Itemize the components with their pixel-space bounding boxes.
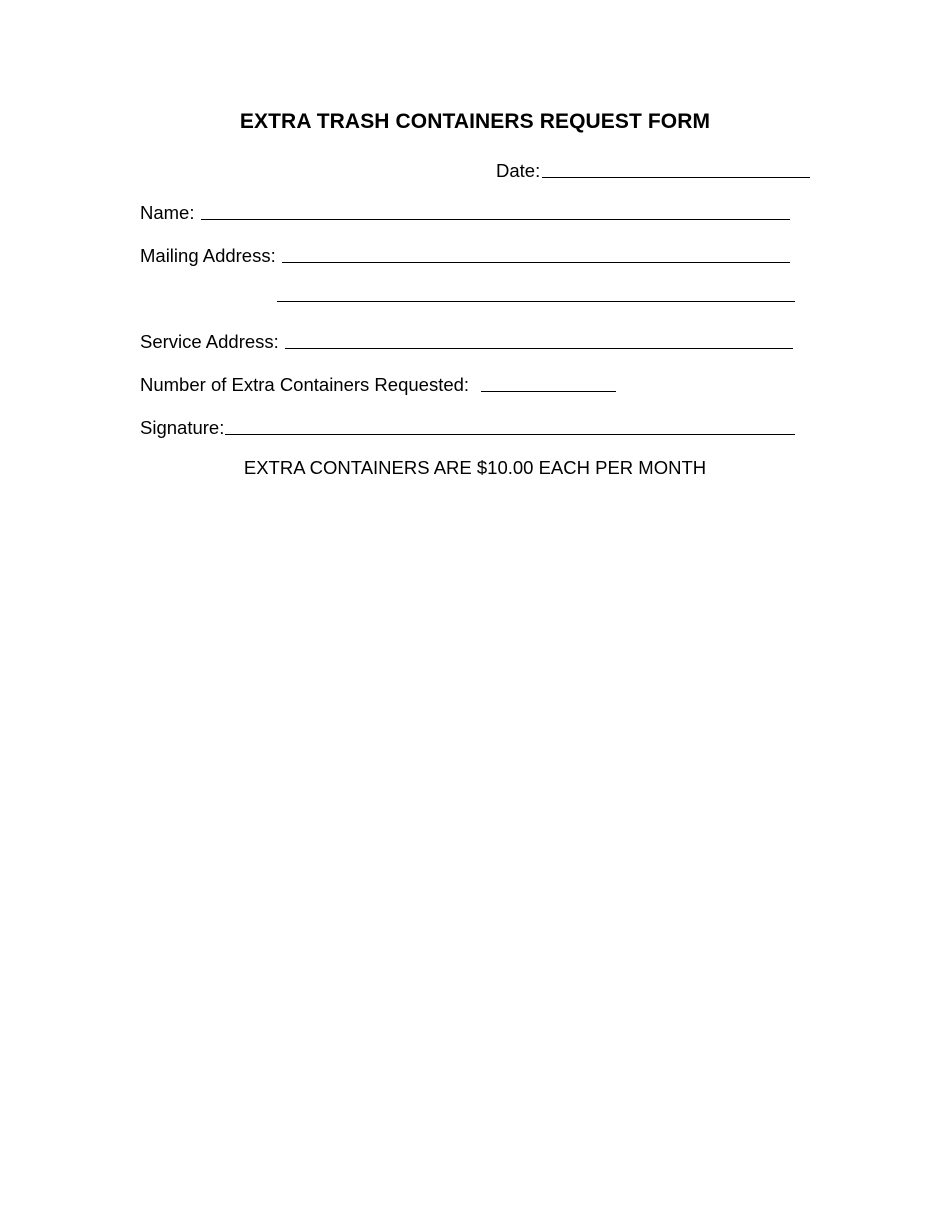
mailing-address-blank-line[interactable] [282, 262, 790, 263]
service-address-field [140, 327, 793, 353]
name-field [140, 198, 790, 224]
containers-requested-field [140, 370, 616, 396]
containers-requested-blank-line[interactable] [481, 391, 616, 392]
mailing-address-second-line[interactable] [277, 301, 795, 302]
signature-field [140, 413, 795, 439]
date-label: Date: [496, 160, 541, 181]
signature-label: Signature: [140, 417, 225, 438]
service-address-label: Service Address: [140, 331, 279, 352]
name-label: Name: [140, 202, 195, 223]
date-blank-line[interactable] [542, 177, 810, 178]
name-blank-line[interactable] [201, 219, 791, 220]
form-title: EXTRA TRASH CONTAINERS REQUEST FORM [239, 110, 711, 133]
containers-requested-label: Number of Extra Containers Requested: [140, 374, 470, 395]
service-address-blank-line[interactable] [285, 348, 793, 349]
mailing-address-field [140, 241, 790, 267]
date-field [496, 156, 810, 182]
pricing-note: EXTRA CONTAINERS ARE $10.00 EACH PER MONTH [243, 457, 707, 478]
mailing-address-label: Mailing Address: [140, 245, 276, 266]
signature-blank-line[interactable] [225, 434, 795, 435]
